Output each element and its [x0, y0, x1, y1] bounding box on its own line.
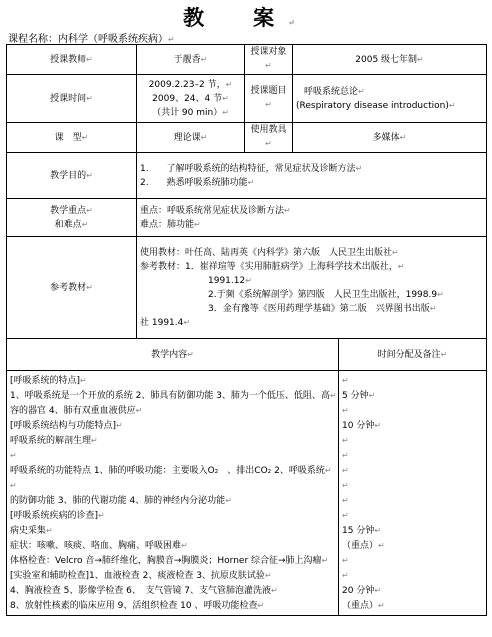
paragraph-mark: ↵	[86, 170, 93, 180]
time-header: 时间分配及备注↵	[339, 339, 487, 371]
focus-label: 教学重点↵ 和难点↵	[7, 199, 137, 237]
content-line: 4、胸液检查 5、影像学检查 6、 支气管镜 7、支气管肺泡灌洗液↵	[10, 586, 278, 596]
time-line	[342, 373, 483, 388]
paragraph-mark: ↵	[91, 436, 98, 445]
time-line: 10 分钟↵	[342, 421, 382, 431]
time-line	[342, 493, 483, 508]
refs-value: 使用教材：叶任高、陆再英《内科学》第六版 人民卫生出版社↵ 参考教材：1．崔祥瑄等《实用肺脏病学》上海科学技术出版社，↵ 1991.12↵ 2.于频《系统解剖学》第四版 人民卫生出版社，1998.9↵ 3．金有豫等《医用药理学基础》第二版 兴界图书出版↵ 社 1991.4↵	[137, 237, 487, 339]
paragraph-mark: ↵	[448, 100, 456, 110]
paragraph-mark: ↵	[168, 35, 175, 44]
content-line: 的防御功能 3、肺的代谢功能 4、肺的神经内分泌功能↵	[10, 496, 232, 506]
paragraph-mark: ↵	[378, 601, 385, 610]
paragraph-mark: ↵	[342, 376, 349, 385]
time-line	[342, 478, 483, 493]
paragraph-mark: ↵	[284, 205, 291, 215]
paragraph-mark: ↵	[194, 219, 201, 229]
paragraph-mark: ↵	[374, 421, 382, 430]
time-body	[339, 371, 487, 616]
type-value: 理论课↵	[137, 123, 245, 153]
time-value: 2009.2.23–2 节，↵ 2009、24、4 节↵ （共计 90 min）↵	[137, 75, 245, 123]
teacher-label: 授课教师↵	[7, 45, 137, 75]
content-line: 病史采集↵	[10, 526, 53, 536]
paragraph-mark: ↵	[86, 205, 93, 215]
paragraph-mark: ↵	[321, 556, 329, 565]
topic-value: 呼吸系统总论↵ (Respiratory disease introduction)↵	[293, 75, 487, 123]
paragraph-mark: ↵	[342, 466, 349, 475]
paragraph-mark: ↵	[98, 511, 105, 520]
paragraph-mark: ↵	[247, 177, 255, 187]
paragraph-mark: ↵	[392, 247, 399, 257]
paragraph-mark: ↵	[265, 139, 272, 148]
course-name: 课程名称：内科学（呼吸系统疾病）↵	[8, 34, 175, 45]
paragraph-mark: ↵	[342, 511, 349, 520]
paragraph-mark: ↵	[358, 86, 365, 96]
content-line: 8、放射性核素的临床应用 9、活组织检查 10 、呼吸功能检查↵	[10, 601, 265, 611]
paragraph-mark: ↵	[417, 54, 424, 64]
paragraph-mark: ↵	[10, 451, 17, 460]
content-line: 呼吸系统的功能特点 1、肺的呼吸功能：主要吸入O₂ 、排出CO₂ 2、呼吸系统↵	[10, 466, 332, 476]
content-line	[10, 448, 335, 463]
paragraph-mark: ↵	[265, 100, 272, 109]
paragraph-mark: ↵	[116, 421, 123, 430]
type-label: 课 型↵	[7, 123, 137, 153]
paragraph-mark: ↵	[342, 436, 349, 445]
time-line: 15 分钟↵	[342, 526, 382, 536]
time-line	[342, 403, 483, 418]
tools-label: 使用教具↵	[245, 123, 293, 153]
time-line	[342, 433, 483, 448]
content-header: 教学内容↵	[7, 339, 339, 371]
content-line: [实验室和辅助检查]1、血液检查 2、痰液检查 3、抗原皮肤试验↵	[10, 571, 272, 581]
paragraph-mark: ↵	[329, 391, 337, 400]
paragraph-mark: ↵	[265, 61, 272, 70]
paragraph-mark: ↵	[222, 107, 229, 117]
paragraph-mark: ↵	[368, 391, 376, 400]
paragraph-mark: ↵	[440, 349, 448, 359]
time-line	[342, 448, 483, 463]
paragraph-mark: ↵	[342, 481, 349, 490]
paragraph-mark: ↵	[288, 17, 309, 27]
time-line	[342, 463, 483, 478]
content-line: [呼吸系统疾病的诊查]↵	[10, 511, 105, 521]
content-line: 体格检查：Velcro 音→肺纤维化，胸膜音→胸膜炎；Horner 综合征→肺上沟瘤↵	[10, 556, 329, 566]
paragraph-mark: ↵	[257, 601, 265, 610]
paragraph-mark: ↵	[245, 275, 252, 285]
paragraph-mark: ↵	[46, 526, 53, 535]
content-line: [呼吸系统的特点]↵	[10, 376, 87, 386]
time-line	[342, 508, 483, 523]
content-body	[7, 371, 339, 616]
paragraph-mark: ↵	[86, 282, 93, 292]
paragraph-mark: ↵	[200, 132, 208, 142]
paragraph-mark: ↵	[342, 556, 349, 565]
paragraph-mark: ↵	[200, 54, 208, 64]
paragraph-mark: ↵	[342, 451, 349, 460]
content-line: 1、呼吸系统是一个开放的系统 2、肺具有防御功能 3、肺为一个低压、低阻、高↵	[10, 391, 337, 401]
paragraph-mark: ↵	[225, 79, 233, 89]
time-line: 20 分钟↵	[342, 586, 382, 596]
paragraph-mark: ↵	[81, 132, 89, 142]
lesson-plan-table	[6, 44, 487, 616]
content-line: [呼吸系统结构与功能特点]↵	[10, 421, 123, 431]
goals-value: 1. 了解呼吸系统的结构特征，常见症状及诊断方法↵ 2. 熟悉呼吸系统肺功能↵	[137, 153, 487, 199]
paragraph-mark: ↵	[437, 289, 444, 299]
goals-label: 教学目的↵	[7, 153, 137, 199]
topic-label: 授课题目↵	[245, 75, 293, 123]
paragraph-mark: ↵	[324, 466, 332, 475]
paragraph-mark: ↵	[342, 406, 349, 415]
tools-value: 多媒体↵	[293, 123, 487, 153]
paragraph-mark: ↵	[225, 496, 232, 505]
target-label: 授课对象↵	[245, 45, 293, 75]
time-line: （重点）↵	[342, 601, 385, 611]
paragraph-mark: ↵	[264, 571, 272, 580]
content-line: 容的器官 4、肺有双重血液供应↵	[10, 406, 143, 416]
paragraph-mark: ↵	[187, 349, 194, 359]
paragraph-mark: ↵	[342, 571, 349, 580]
paragraph-mark: ↵	[86, 93, 93, 103]
time-line: （重点）↵	[342, 541, 385, 551]
paragraph-mark: ↵	[374, 586, 382, 595]
refs-label: 参考教材↵	[7, 237, 137, 339]
time-line	[342, 568, 483, 583]
paragraph-mark: ↵	[397, 261, 405, 271]
content-line	[10, 478, 335, 493]
target-value: 2005 级七年制↵	[293, 45, 487, 75]
paragraph-mark: ↵	[271, 586, 278, 595]
paragraph-mark: ↵	[342, 496, 349, 505]
paragraph-mark: ↵	[399, 132, 407, 142]
paragraph-mark: ↵	[81, 219, 89, 229]
page-title: 教 案↵	[183, 5, 309, 30]
paragraph-mark: ↵	[10, 481, 17, 490]
paragraph-mark: ↵	[80, 376, 87, 385]
paragraph-mark: ↵	[374, 526, 382, 535]
paragraph-mark: ↵	[355, 163, 363, 173]
paragraph-mark: ↵	[183, 317, 191, 327]
paragraph-mark: ↵	[429, 303, 437, 313]
time-label: 授课时间↵	[7, 75, 137, 123]
content-line: 症状：咳嗽、咳痰、咯血、胸痛、呼吸困难↵	[10, 541, 188, 551]
content-line: 呼吸系统的解剖生理↵	[10, 436, 98, 446]
paragraph-mark: ↵	[181, 541, 188, 550]
teacher-value: 于靓香↵	[137, 45, 245, 75]
time-line: 5 分钟↵	[342, 391, 376, 401]
paragraph-mark: ↵	[378, 541, 385, 550]
paragraph-mark: ↵	[86, 54, 93, 64]
time-line	[342, 553, 483, 568]
focus-value: 重点：呼吸系统常见症状及诊断方法↵ 难点：肺功能↵	[137, 199, 487, 237]
paragraph-mark: ↵	[222, 93, 229, 103]
paragraph-mark: ↵	[135, 406, 143, 415]
